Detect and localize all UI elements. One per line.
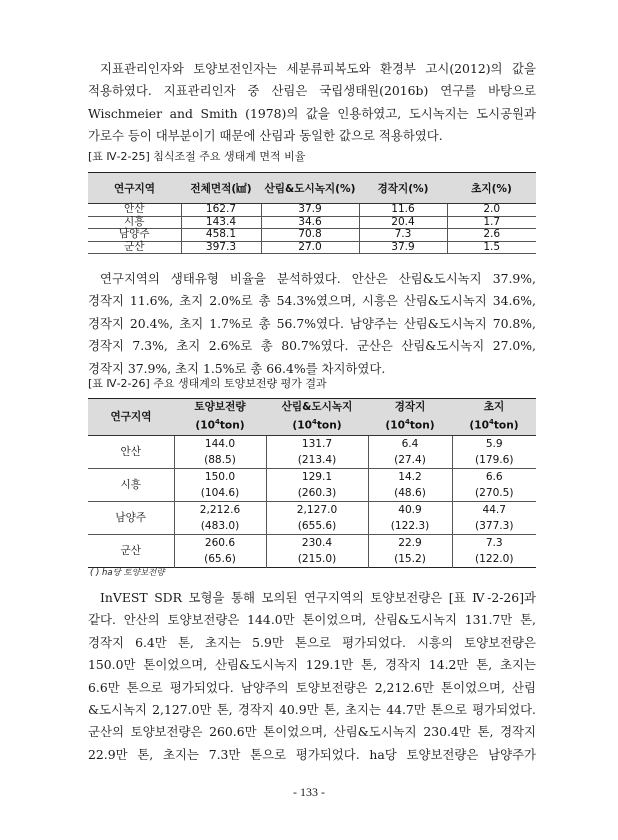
- text-line: 경작지 6.4만 톤, 초지는 5.9만 톤으로 평가되었다. 시흥의 토양보전량은: [88, 634, 536, 650]
- table-cell: (483.0): [174, 518, 266, 535]
- table-row: [88, 535, 536, 552]
- table-cell: 20.4: [359, 216, 447, 229]
- column-header: 산림&도시녹지 $(10^4ton)$: [266, 399, 368, 436]
- table-header-row: [88, 173, 536, 204]
- table-cell: 2,212.6: [174, 502, 266, 519]
- table-caption: [표 Ⅳ-2-25] 침식조절 주요 생태계 면적 비율: [88, 150, 306, 163]
- table-cell: 260.6: [174, 535, 266, 552]
- table-cell: 안산: [88, 204, 181, 217]
- table-cell: 37.9: [359, 241, 447, 254]
- table-cell: (260.3): [266, 485, 368, 502]
- region-cell: 군산: [120, 544, 141, 557]
- table-note: ( ) ha당 토양보전량: [90, 568, 165, 578]
- table-cell: (122.3): [368, 518, 452, 535]
- table-cell: (213.4): [266, 452, 368, 469]
- table-row: [88, 502, 536, 519]
- table-cell: (48.6): [368, 485, 452, 502]
- soil-conservation-table: [88, 398, 536, 568]
- text-line: 군산의 토양보전량은 260.6만 톤이었으며, 산림&도시녹지 230.4만 톤, 경작지: [88, 724, 536, 740]
- text-line: 경작지 11.6%, 초지 2.0%로 총 54.3%였으며, 시흥은 산림&도시녹지 34.6%,: [88, 293, 536, 309]
- table-cell: 14.2: [368, 469, 452, 486]
- text-line: 경작지 37.9%, 초지 1.5%로 총 66.4%를 차지하였다.: [88, 360, 386, 376]
- column-header: 연구지역: [88, 173, 181, 204]
- table-cell: 44.7: [452, 502, 536, 519]
- table-cell: (88.5): [174, 452, 266, 469]
- ecosystem-area-table: [88, 172, 536, 254]
- text-line: 경작지 7.3%, 초지 2.6%로 총 80.7%였다. 군산은 산림&도시녹지 27.0%,: [88, 338, 536, 354]
- region-cell: 안산: [88, 436, 174, 469]
- table-cell: 230.4: [266, 535, 368, 552]
- table-header-row: [88, 399, 536, 436]
- table-row: [88, 436, 536, 453]
- table-cell: 2.6: [447, 229, 536, 242]
- table-cell: 162.7: [181, 204, 261, 217]
- table-cell: (179.6): [452, 452, 536, 469]
- table-cell: 2,127.0: [266, 502, 368, 519]
- table-cell: 군산: [88, 241, 181, 254]
- paragraph-3: [88, 587, 536, 766]
- text-line: &도시녹지 2,127.0만 톤, 경작지 40.9만 톤, 초지는 44.7만 톤으로 평가되었다.: [88, 702, 536, 718]
- table-cell: 5.9: [452, 436, 536, 453]
- column-header: 초지(%): [447, 173, 536, 204]
- table-cell: 397.3: [181, 241, 261, 254]
- text-line: 22.9만 톤, 초지는 7.3만 톤으로 평가되었다. ha당 토양보전량은 남양주가: [88, 746, 536, 762]
- column-header: 경작지(%): [359, 173, 447, 204]
- paragraph-1: [88, 58, 536, 148]
- table-cell: (655.6): [266, 518, 368, 535]
- text-line: 지표관리인자와 토양보전인자는 세분류피복도와 환경부 고시(2012)의 값을: [100, 61, 536, 76]
- column-header: 경작지 $(10^4ton)$: [368, 399, 452, 436]
- table-cell: 37.9: [261, 204, 359, 217]
- page-number: - 133 -: [293, 785, 325, 799]
- table-cell: 22.9: [368, 535, 452, 552]
- table-cell: 131.7: [266, 436, 368, 453]
- text-line: Wischmeier and Smith (1978)의 값을 인용하였고, 도시녹지는 도시공원과: [88, 105, 536, 121]
- paragraph-2: [88, 268, 536, 380]
- table-cell: 2.0: [447, 204, 536, 217]
- text-line: 150.0만 톤이었으며, 산림&도시녹지 129.1만 톤, 경작지 14.2만 톤, 초지는: [88, 657, 536, 673]
- table-cell: 70.8: [261, 229, 359, 242]
- text-line: 연구지역의 생태유형 비율을 분석하였다. 안산은 산림&도시녹지 37.9%,: [100, 271, 536, 286]
- table-cell: 7.3: [452, 535, 536, 552]
- table-cell: 40.9: [368, 502, 452, 519]
- table-cell: 27.0: [261, 241, 359, 254]
- table-cell: 1.5: [447, 241, 536, 254]
- column-header: 연구지역: [88, 399, 174, 436]
- column-header: 초지 $(10^4ton)$: [452, 399, 536, 436]
- text-line: InVEST SDR 모형을 통해 모의된 연구지역의 토양보전량은 [표 Ⅳ-2-26]과: [100, 590, 536, 605]
- table-cell: 143.4: [181, 216, 261, 229]
- table-cell: 34.6: [261, 216, 359, 229]
- table-cell: (27.4): [368, 452, 452, 469]
- region-cell: 시흥: [88, 469, 174, 502]
- table-cell: (65.6): [174, 551, 266, 568]
- text-line: 같다. 안산의 토양보전량은 144.0만 톤이었으며, 산림&도시녹지 131.7만 톤,: [88, 612, 536, 628]
- table-cell: (104.6): [174, 485, 266, 502]
- text-line: 경작지 20.4%, 초지 1.7%로 총 56.7%였다. 남양주는 산림&도시녹지 70.8%,: [88, 315, 536, 331]
- table-row: [88, 241, 536, 254]
- region-cell: 남양주: [88, 502, 174, 535]
- table-row: [88, 469, 536, 486]
- table-cell: 150.0: [174, 469, 266, 486]
- table-cell: (215.0): [266, 551, 368, 568]
- table-cell: (15.2): [368, 551, 452, 568]
- text-line: 적용하였다. 지표관리인자 중 산림은 국립생태원(2016b) 연구를 바탕으로: [88, 83, 536, 99]
- table-cell: 129.1: [266, 469, 368, 486]
- text-line: 6.6만 톤으로 평가되었다. 남양주의 토양보전량은 2,212.6만 톤이었으며, 산림: [88, 679, 536, 695]
- table-row: [88, 216, 536, 229]
- text-line: 가로수 등이 대부분이기 때문에 산림과 동일한 값으로 적용하였다.: [88, 128, 443, 144]
- table-cell: 458.1: [181, 229, 261, 242]
- table-cell: 11.6: [359, 204, 447, 217]
- table-cell: 시흥: [88, 216, 181, 229]
- table-cell: (122.0): [452, 551, 536, 568]
- table-cell: 남양주: [88, 229, 181, 242]
- column-header: 산림&도시녹지(%): [261, 173, 359, 204]
- table-cell: 7.3: [359, 229, 447, 242]
- table-cell: 6.4: [368, 436, 452, 453]
- table-cell: 6.6: [452, 469, 536, 486]
- table-caption: [표 Ⅳ-2-26] 주요 생태계의 토양보전량 평가 결과: [88, 377, 327, 390]
- table-row: [88, 229, 536, 242]
- table-cell: 1.7: [447, 216, 536, 229]
- table-cell: 144.0: [174, 436, 266, 453]
- table-row: [88, 204, 536, 217]
- column-header: 토양보전량 $(10^4ton)$: [174, 399, 266, 436]
- column-header: 전체면적(㎢): [181, 173, 261, 204]
- table-cell: (270.5): [452, 485, 536, 502]
- table-cell: (377.3): [452, 518, 536, 535]
